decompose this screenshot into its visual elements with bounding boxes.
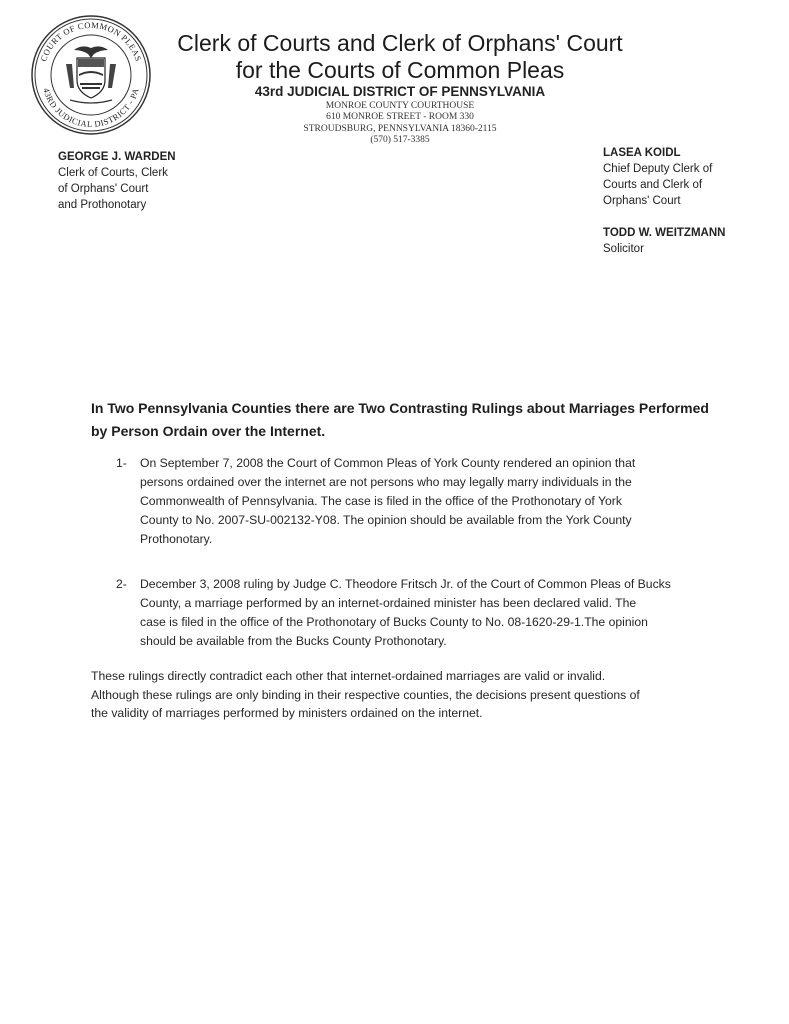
- address-line: STROUDSBURG, PENNSYLVANIA 18360-2115: [303, 124, 497, 134]
- headline-line: In Two Pennsylvania Counties there are Two Contrasting Rulings about Marriages Performed: [91, 400, 709, 416]
- official-title-line: Solicitor: [603, 243, 644, 255]
- court-seal: [30, 14, 152, 136]
- office-subtitle: for the Courts of Common Pleas: [235, 57, 565, 83]
- official-title-line: and Prothonotary: [58, 199, 147, 211]
- official-clerk: [58, 149, 218, 213]
- item-line: persons ordained over the internet are not persons who may legally marry individuals in the: [140, 475, 632, 489]
- item-line: case is filed in the office of the Prothonotary of Bucks County to No. 08-1620-29-1.The opinion: [140, 615, 648, 629]
- seal-bottom-text: 43RD JUDICIAL DISTRICT - PA: [41, 86, 141, 130]
- item-text: [140, 575, 671, 651]
- item-line: should be available from the Bucks County Prothonotary.: [140, 634, 447, 648]
- official-solicitor: [603, 225, 753, 257]
- headline-line: by Person Ordain over the Internet.: [91, 423, 326, 439]
- official-chief-deputy: [603, 145, 753, 209]
- closing-line: the validity of marriages performed by ministers ordained on the internet.: [91, 706, 483, 720]
- official-name: LASEA KOIDL: [603, 147, 681, 159]
- document-headline: [91, 397, 741, 443]
- address-line: MONROE COUNTY COURTHOUSE: [325, 101, 475, 111]
- phone-line: (570) 517-3385: [370, 135, 430, 145]
- item-line: December 3, 2008 ruling by Judge C. Theodore Fritsch Jr. of the Court of Common Pleas of Bucks: [140, 577, 671, 591]
- item-number: 1-: [116, 456, 127, 470]
- official-name: TODD W. WEITZMANN: [603, 227, 726, 239]
- judicial-district: 43rd JUDICIAL DISTRICT OF PENNSYLVANIA: [254, 84, 546, 99]
- official-name: GEORGE J. WARDEN: [58, 151, 176, 163]
- item-text: [140, 454, 635, 549]
- closing-paragraph: [91, 667, 711, 723]
- closing-line: Although these rulings are only binding in their respective counties, the decisions present questions of: [91, 687, 640, 702]
- office-title: Clerk of Courts and Clerk of Orphans' Court: [177, 30, 623, 56]
- address-line: 610 MONROE STREET - ROOM 330: [326, 112, 474, 122]
- official-title-line: Clerk of Courts, Clerk: [58, 167, 168, 179]
- official-title-line: Courts and Clerk of: [603, 179, 703, 191]
- court-seal-icon: [30, 14, 152, 136]
- seal-top-text: COURT OF COMMON PLEAS: [38, 19, 144, 63]
- item-line: Commonwealth of Pennsylvania. The case is filed in the office of the Prothonotary of York: [140, 494, 622, 508]
- official-title-line: of Orphans' Court: [58, 183, 149, 195]
- item-line: Prothonotary.: [140, 532, 213, 546]
- official-title-line: Orphans' Court: [603, 195, 681, 207]
- closing-line: These rulings directly contradict each other that internet-ordained marriages are valid or invalid.: [91, 669, 606, 683]
- item-line: On September 7, 2008 the Court of Common Pleas of York County rendered an opinion that: [140, 456, 636, 470]
- official-title-line: Chief Deputy Clerk of: [603, 163, 713, 175]
- item-number: 2-: [116, 577, 127, 591]
- item-line: County, a marriage performed by an internet-ordained minister has been declared valid. The: [140, 596, 637, 610]
- item-line: County to No. 2007-SU-002132-Y08. The opinion should be available from the York County: [140, 513, 632, 527]
